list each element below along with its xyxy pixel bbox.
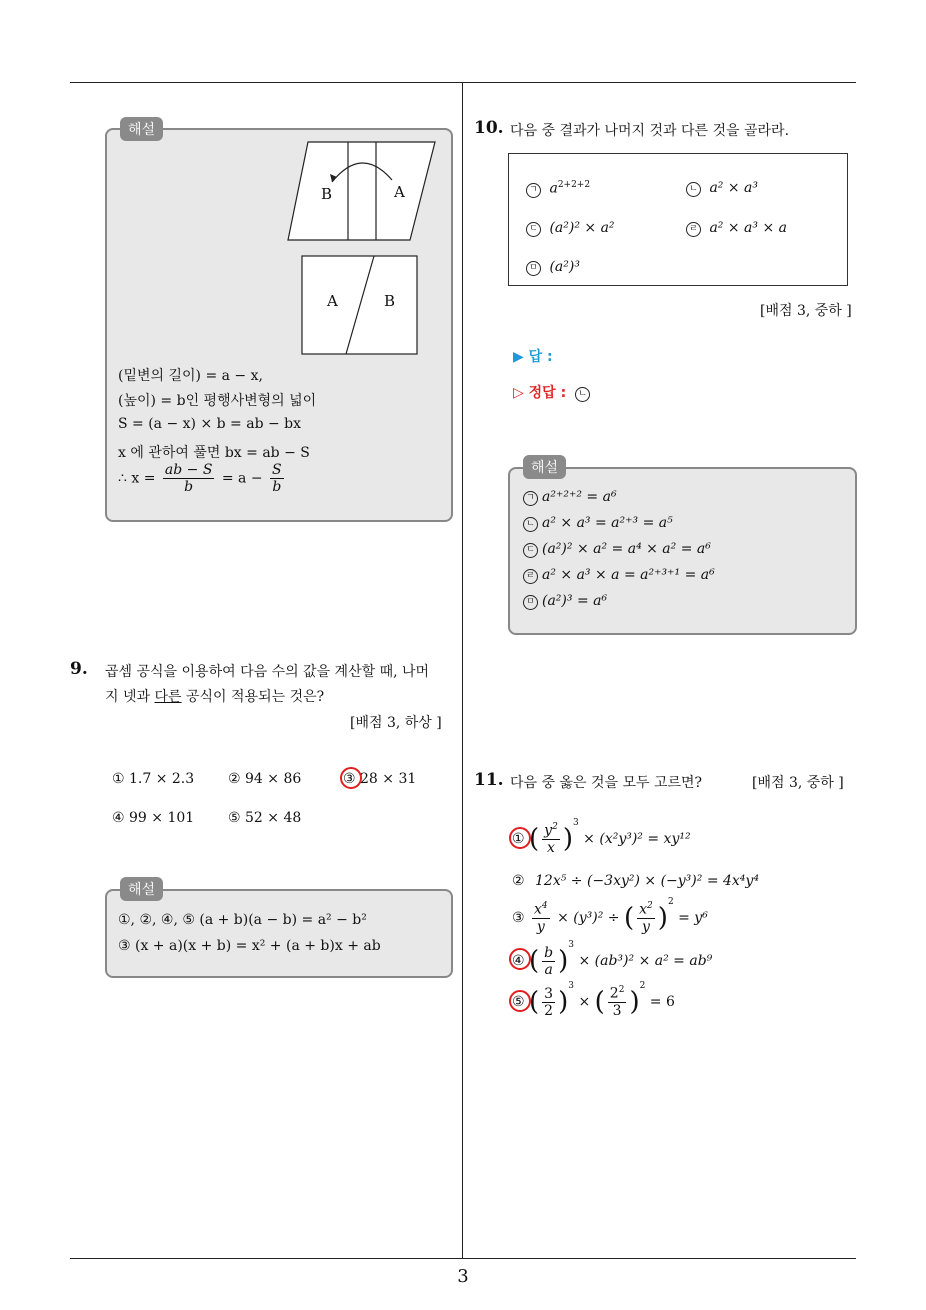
q8-line-1: (밑변의 길이) = a − x, [118,368,263,384]
q11-mark-5: ⑤ [512,994,525,1010]
q8-frac-1: $\frac{ab - S}{b}$ [164,462,213,495]
circled-d: ㄷ [526,222,541,237]
q9-option-1[interactable]: ① 1.7 × 2.3 [112,771,195,787]
q9-underline-word: 다른 [154,689,182,705]
q11-option-4[interactable]: ④ ( $\frac{b}{a}$ )$^3$ × (ab³)² × a² = ab⁹ [512,940,713,978]
q10-option-m[interactable]: ㅁ (a²)³ [526,259,580,276]
q9-solution-line-2: ③ (x + a)(x + b) = x² + (a + b)x + ab [118,938,381,954]
q9-option-4[interactable]: ④ 99 × 101 [112,810,195,826]
q10-solution-tag: 해설 [523,455,566,479]
q10-number: 10. [474,118,504,138]
circled-r: ㄹ [686,222,701,237]
q8-line-4: x 에 관하여 풀면 bx = ab − S [118,445,310,461]
q8-eq-tail: = a − [221,470,263,487]
q9-solution-box [105,889,453,978]
fig-label-a1: A [394,183,405,201]
column-divider [462,82,463,1258]
q8-frac-2: $\frac{S}{b}$ [272,462,282,495]
q10-answer-label: ▶ 답 : [513,349,553,365]
parallelogram [288,142,435,240]
q8-therefore: ∴ x = [118,470,156,487]
q9-option-2[interactable]: ② 94 × 86 [228,771,302,787]
fig-label-a2: A [327,292,338,310]
circled-g: ㄱ [526,183,541,198]
q9-score: [배점 3, 하상 ] [350,715,442,731]
q10-solution-line-1: ㄱ a²⁺²⁺² = a⁶ [523,489,617,506]
q9-selected-mark [340,767,362,789]
q11-mark-2: ② [512,873,525,889]
q10-score: [배점 3, 중하 ] [760,303,852,319]
q11-option-1[interactable]: ① ( $\frac{y^2}{x}$ )$^3$ × (x²y³)² = xy¹² [512,818,691,856]
q11-selected-mark-4 [509,948,531,970]
q9-number: 9. [70,659,88,679]
q10-option-d[interactable]: ㄷ (a²)² × a² [526,220,615,237]
q9-option-5[interactable]: ⑤ 52 × 48 [228,810,302,826]
q10-correct-label: ▷ 정답 : ㄴ [513,382,594,402]
q11-mark-3: ③ [512,910,525,926]
q9-solution-tag: 해설 [120,877,163,901]
circled-n: ㄴ [686,182,701,197]
q8-solution-tag: 해설 [120,117,163,141]
fig-label-b2: B [384,292,396,310]
q11-score: [배점 3, 중하 ] [752,775,844,791]
q11-selected-mark-1 [509,827,531,849]
q9-option-3[interactable]: ③ 28 × 31 [343,771,417,787]
q10-solution-line-5: ㅁ (a²)³ = a⁶ [523,593,607,610]
q11-option-2[interactable]: ② 12x⁵ ÷ (−3xy²) × (−y³)² = 4x⁴y⁴ [512,873,759,889]
q9-text-line1: 곱셈 공식을 이용하여 다음 수의 값을 계산할 때, 나머 [105,664,430,680]
q8-line-5 [118,462,287,495]
q10-solution-line-2: ㄴ a² × a³ = a²⁺³ = a⁵ [523,515,673,532]
q11-option-3[interactable]: ③ $\frac{x^4}{y}$ × (y³)² ÷ ( $\frac{x^2}{y}$ )$^2$ = y⁶ [512,897,708,935]
circled-answer: ㄴ [575,387,590,402]
circled-m: ㅁ [526,261,541,276]
bottom-rule [70,1258,856,1259]
q8-line-3: S = (a − x) × b = ab − bx [118,416,302,432]
q11-text: 다음 중 옳은 것을 모두 고르면? [510,775,703,791]
q11-number: 11. [474,770,504,790]
q10-text: 다음 중 결과가 나머지 것과 다른 것을 골라라. [510,123,790,139]
page-number: 3 [457,1266,469,1287]
q10-option-r[interactable]: ㄹ a² × a³ × a [686,220,787,237]
q11-selected-mark-5 [509,990,531,1012]
q9-text-line2: 지 넷과 다른 공식이 적용되는 것은? [105,689,325,705]
q11-option-5[interactable]: ⑤ ( $\frac{3}{2}$ )$^3$ × ( $\frac{2^2}{3}$ )$^2$ = 6 [512,981,675,1019]
q10-option-g[interactable]: ㄱ $a^{2+2+2}$ [526,180,590,198]
q8-figure [280,140,440,360]
q11-mark-1: ① [512,831,525,847]
fig-label-b1: B [321,185,333,203]
top-rule [70,82,856,83]
q11-mark-4: ④ [512,953,525,969]
q10-solution-line-4: ㄹ a² × a³ × a = a²⁺³⁺¹ = a⁶ [523,567,715,584]
q9-solution-line-1: ①, ②, ④, ⑤ (a + b)(a − b) = a² − b² [118,912,367,928]
q8-line-2: (높이) = b인 평행사변형의 넓이 [118,393,317,409]
q10-option-n[interactable]: ㄴ a² × a³ [686,180,758,197]
q10-solution-line-3: ㄷ (a²)² × a² = a⁴ × a² = a⁶ [523,541,711,558]
